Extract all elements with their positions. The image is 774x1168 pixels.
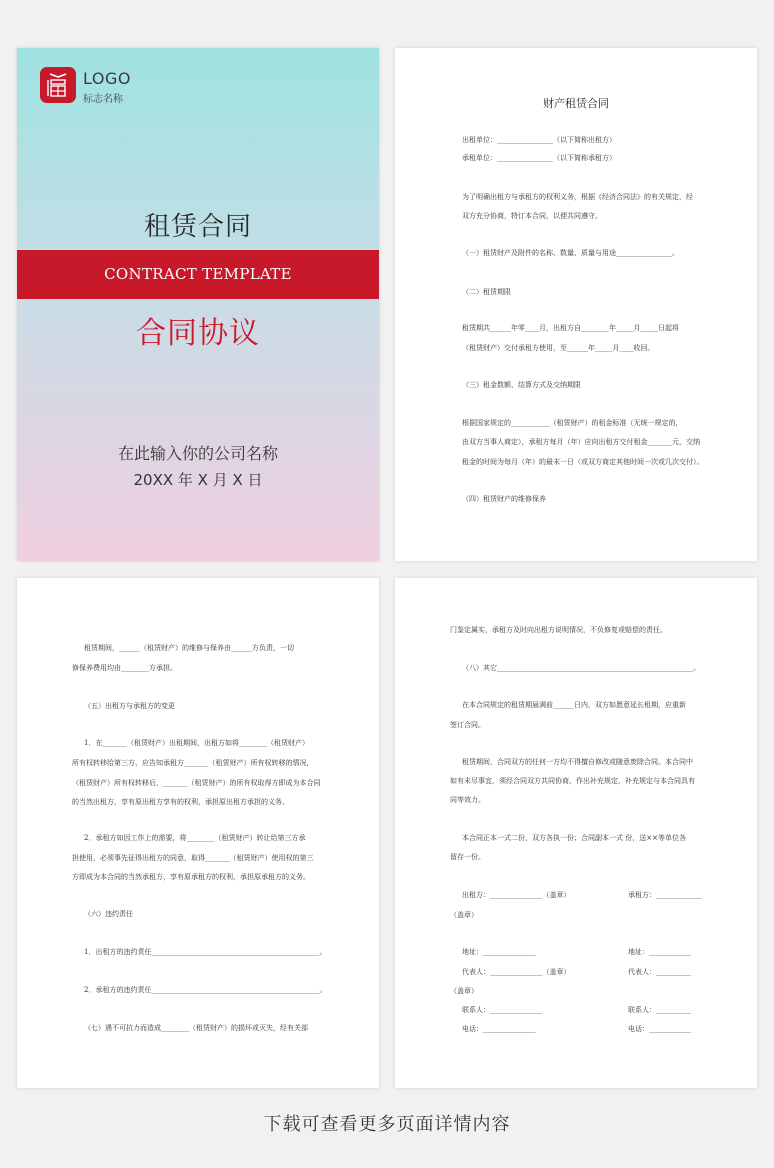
- text-line: 方即成为本合同的当然承租方，享有原承租方的权利，承担原承租方的义务。: [72, 873, 310, 881]
- text-line: 出租单位：________________（以下简称出租方）: [462, 136, 616, 144]
- text-line: 租赁期间，______（租赁财产）的维修与保养由______方负责，一切: [84, 644, 294, 652]
- document-page-2: [395, 48, 757, 561]
- text-line: （二）租赁期限: [462, 288, 511, 296]
- text-line: 由双方当事人商定），承租方每月（年）应向出租方交付租金_______元，交纳: [462, 438, 700, 446]
- lessor-signature: 出租方：_______________（盖章）: [462, 891, 571, 899]
- text-line: 双方充分协商，特订本合同，以便共同遵守。: [462, 212, 602, 220]
- logo-label: LOGO: [83, 69, 131, 88]
- lessee-phone: 电话：____________: [628, 1025, 691, 1033]
- footer-note: 下载可查看更多页面详情内容: [263, 1114, 511, 1135]
- text-line: 修保养费用均由________方承担。: [72, 664, 177, 672]
- lessee-address: 地址：____________: [628, 948, 691, 956]
- seal-note: （盖章）: [450, 911, 478, 919]
- text-line: （四）租赁财产的维修保养: [462, 495, 546, 503]
- cover-title: 租赁合同: [143, 212, 252, 242]
- text-line: 担使用，必须事先征得出租方的同意，取得_______（租赁财产）使用权的第三: [72, 854, 314, 862]
- text-line: 租赁期共______年零____月，出租方自________年_____月_____日起将: [462, 324, 679, 332]
- document-page-3: [17, 578, 379, 1088]
- text-line: （租赁财产）所有权转移后，_______（租赁财产）的所有权取得方即成为本合同: [72, 779, 321, 787]
- text-line: 的当然出租方，享有原出租方享有的权利，承担原出租方承担的义务。: [72, 798, 289, 806]
- cover-band: CONTRACT TEMPLATE: [17, 250, 379, 299]
- seal-note: （盖章）: [450, 987, 478, 995]
- logo-icon: [40, 67, 76, 103]
- text-line: （八）其它________________________________________________________。: [462, 664, 700, 672]
- lessor-phone: 电话：_______________: [462, 1025, 536, 1033]
- lessor-representative: 代表人：_______________（盖章）: [462, 968, 571, 976]
- lessee-contact: 联系人：__________: [628, 1006, 691, 1014]
- text-line: 本合同正本一式二份，双方各执一份；合同副本一式 份，送××等单位各: [462, 834, 686, 842]
- cover-page: [17, 48, 379, 561]
- text-line: 根据国家规定的___________（租赁财产）的租金标准（无统一规定的，: [462, 419, 683, 427]
- text-line: 签订合同。: [450, 721, 485, 729]
- lessee-representative: 代表人：__________: [628, 968, 691, 976]
- lessor-address: 地址：_______________: [462, 948, 536, 956]
- text-line: 1．出租方的违约责任________________________________________________。: [84, 948, 327, 956]
- text-line: 承租单位：________________（以下简称承租方）: [462, 154, 616, 162]
- cover-date: 20XX 年 X 月 X 日: [133, 471, 263, 489]
- text-line: 1．在_______（租赁财产）出租期间，出租方如将________（租赁财产）: [84, 739, 309, 747]
- text-line: 同等效力。: [450, 796, 485, 804]
- logo-subtitle: 标志名称: [83, 94, 123, 105]
- text-line: （一）租赁财产及附件的名称、数量、质量与用途________________。: [462, 249, 679, 257]
- lessee-signature: 承租方：_____________: [628, 891, 702, 899]
- text-line: 为了明确出租方与承租方的权利义务，根据《经济合同法》的有关规定，经: [462, 193, 693, 201]
- text-line: 门鉴定属实，承租方及时向出租方说明情况，不负修复或赔偿的责任。: [450, 626, 667, 634]
- text-line: （七）遇不可抗力而造成________（租赁财产）的损坏或灭失，经有关部: [84, 1024, 308, 1032]
- lessor-contact: 联系人：_______________: [462, 1006, 543, 1014]
- document-page-4: [395, 578, 757, 1088]
- text-line: 2．承租方如因工作上的需要，将________（租赁财产）转让给第三方承: [84, 834, 306, 842]
- text-line: 所有权转移给第三方，应告知承租方_______（租赁财产）所有权转移的情况，: [72, 759, 314, 767]
- text-line: （六）违约责任: [84, 910, 133, 918]
- text-line: 租赁期间，合同双方的任何一方均不得擅自修改或随意废除合同。本合同中: [462, 758, 693, 766]
- text-line: 留存一份。: [450, 853, 485, 861]
- text-line: 2．承租方的违约责任________________________________________________。: [84, 986, 327, 994]
- document-title: 财产租赁合同: [543, 97, 609, 110]
- text-line: 在本合同规定的租赁期届满前______日内，双方如愿意延长租期，应重新: [462, 701, 686, 709]
- text-line: （三）租金数额、结算方式及交纳期限: [462, 381, 581, 389]
- text-line: （租赁财产）交付承租方使用，至______年_____月____收回。: [462, 344, 655, 352]
- company-name: 在此输入你的公司名称: [117, 444, 278, 463]
- text-line: 如有未尽事宜，须经合同双方共同协商，作出补充规定，补充规定与本合同具有: [450, 777, 695, 785]
- text-line: 租金的时间为每月（年）的最末一日（或双方商定其他时间一次或几次交付）。: [462, 458, 704, 466]
- text-line: （五）出租方与承租方的变更: [84, 702, 175, 710]
- cover-subtitle: 合同协议: [136, 316, 260, 351]
